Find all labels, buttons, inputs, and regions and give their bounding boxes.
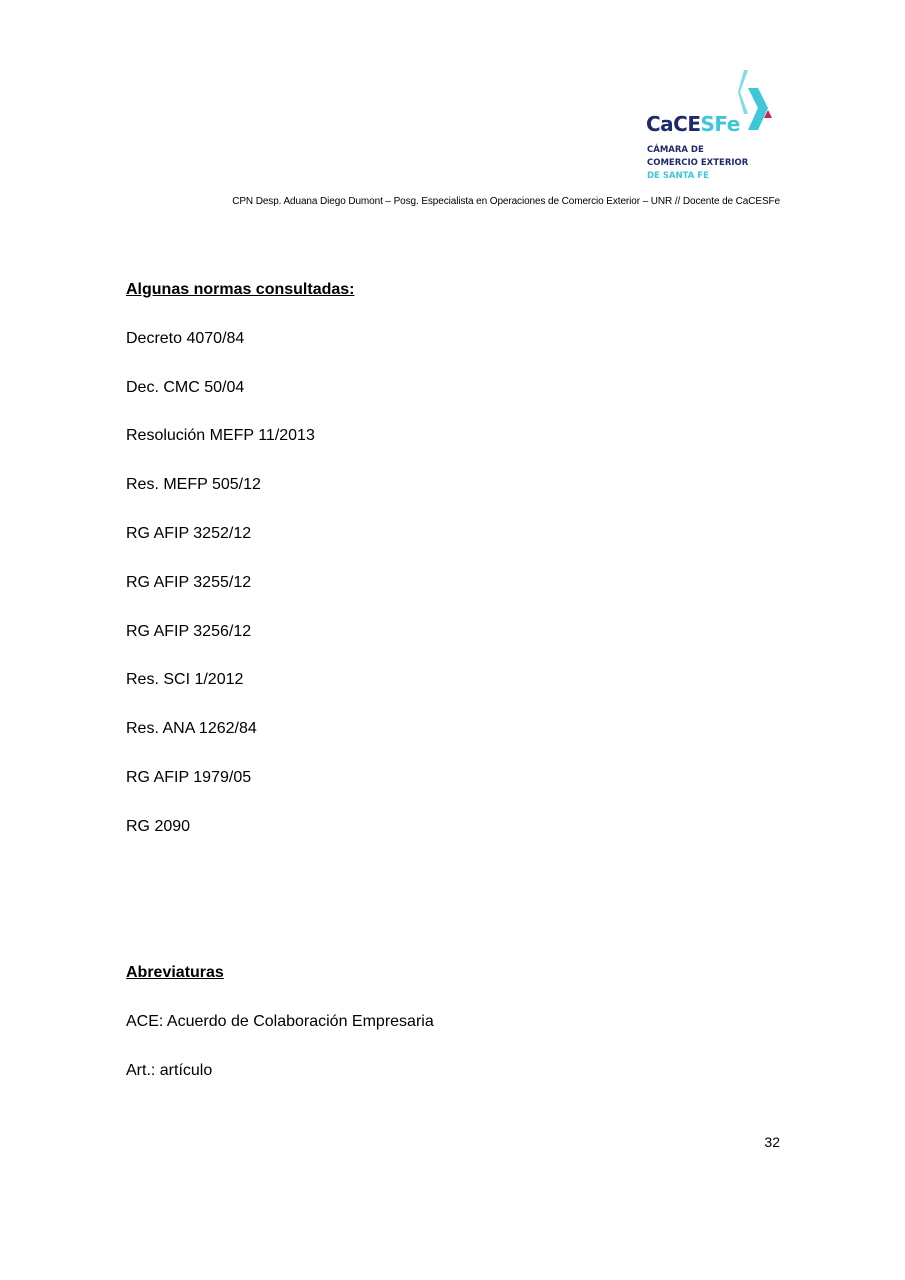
norm-item: RG AFIP 3252/12: [126, 524, 252, 542]
norm-item: RG AFIP 1979/05: [126, 768, 252, 786]
abbreviations-list: [126, 1012, 434, 1109]
cacesfe-logo: [646, 68, 786, 186]
abbreviations-section-title: Abreviaturas: [126, 964, 224, 981]
abbreviation-item: ACE: Acuerdo de Colaboración Empresaria: [126, 1013, 434, 1030]
norms-section-title: Algunas normas consultadas:: [126, 281, 355, 298]
norm-item: Res. SCI 1/2012: [126, 671, 244, 689]
logo-subtitle-line-1: CÁMARA DE: [647, 145, 704, 155]
logo-wordmark: [646, 112, 740, 136]
logo-wordmark-part-a: CaCE: [646, 112, 701, 136]
norm-item: Resolución MEFP 11/2013: [126, 427, 315, 445]
norm-item: RG AFIP 3256/12: [126, 622, 252, 640]
norm-item: Dec. CMC 50/04: [126, 378, 245, 396]
norm-item: Res. ANA 1262/84: [126, 720, 257, 738]
norm-item: RG AFIP 3255/12: [126, 573, 252, 591]
norms-list: [126, 329, 786, 837]
chevron-mark-icon: [738, 68, 782, 134]
norm-item: Res. MEFP 505/12: [126, 476, 261, 494]
norms-section: [126, 280, 786, 837]
logo-subtitle-line-3: DE SANTA FE: [647, 171, 709, 181]
page-number: 32: [764, 1134, 780, 1150]
norm-item: RG 2090: [126, 817, 191, 835]
author-header-line: CPN Desp. Aduana Diego Dumont – Posg. Especialista en Operaciones de Comercio Exterior – UNR // Docente de CaCESFe: [232, 196, 780, 207]
logo-subtitle-line-2: COMERCIO EXTERIOR: [647, 158, 749, 168]
norm-item: Decreto 4070/84: [126, 329, 245, 347]
logo-wordmark-part-b: SFe: [700, 112, 740, 136]
abbreviation-item: Art.: artículo: [126, 1061, 213, 1079]
